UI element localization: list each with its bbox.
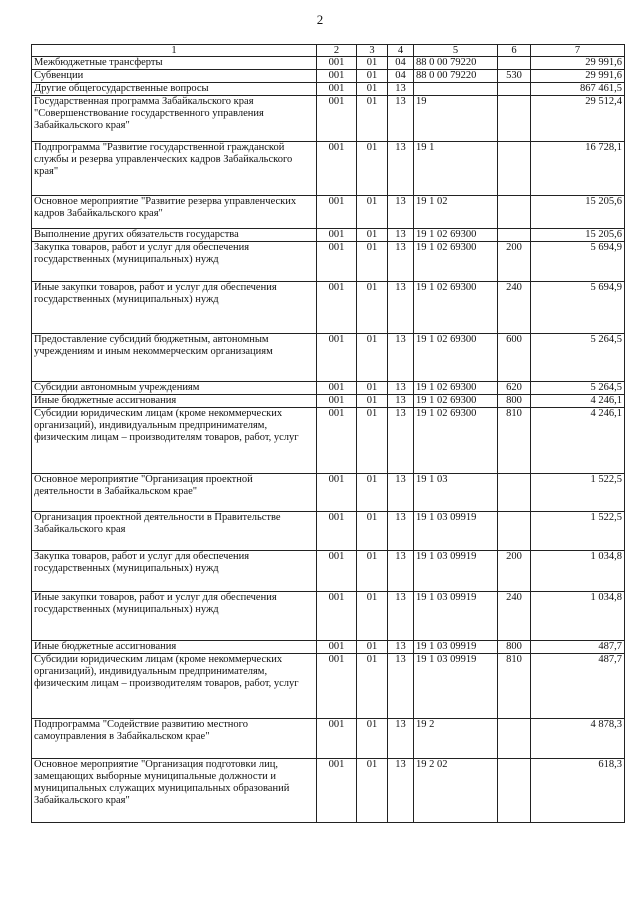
header-row: [32, 45, 625, 57]
amount: 29 512,4: [531, 96, 625, 142]
code-subsection: 13: [388, 654, 414, 719]
table-row: [32, 57, 625, 70]
code-expense-type: [498, 512, 531, 551]
code-target-article: 19 1 02 69300: [414, 408, 498, 474]
code-subsection: 13: [388, 83, 414, 96]
code-ministry: 001: [317, 551, 357, 592]
table-row: [32, 196, 625, 229]
code-ministry: 001: [317, 196, 357, 229]
code-ministry: 001: [317, 282, 357, 334]
item-name: Государственная программа Забайкальского края "Совершенствование государственного управления Забайкальского края": [32, 96, 317, 142]
amount: 1 034,8: [531, 551, 625, 592]
amount: 15 205,6: [531, 229, 625, 242]
code-subsection: 13: [388, 142, 414, 196]
code-expense-type: 620: [498, 382, 531, 395]
code-target-article: 19 1 02 69300: [414, 395, 498, 408]
amount: 4 878,3: [531, 719, 625, 759]
code-subsection: 13: [388, 551, 414, 592]
table-row: [32, 70, 625, 83]
code-expense-type: [498, 229, 531, 242]
code-target-article: 19 1 02 69300: [414, 229, 498, 242]
amount: 5 694,9: [531, 242, 625, 282]
code-subsection: 13: [388, 719, 414, 759]
code-section: 01: [357, 474, 388, 512]
amount: 618,3: [531, 759, 625, 823]
code-ministry: 001: [317, 759, 357, 823]
code-section: 01: [357, 142, 388, 196]
code-section: 01: [357, 551, 388, 592]
table-row: [32, 474, 625, 512]
code-section: 01: [357, 196, 388, 229]
code-section: 01: [357, 592, 388, 641]
code-subsection: 04: [388, 70, 414, 83]
code-expense-type: [498, 474, 531, 512]
code-target-article: 19 2: [414, 719, 498, 759]
item-name: Подпрограмма "Развитие государственной гражданской службы и резерва управленческих кадров Забайкальского края": [32, 142, 317, 196]
amount: 1 522,5: [531, 512, 625, 551]
code-target-article: 19 2 02: [414, 759, 498, 823]
header-col-7: 7: [531, 45, 625, 57]
item-name: Основное мероприятие "Развитие резерва управленческих кадров Забайкальского края": [32, 196, 317, 229]
header-col-5: 5: [414, 45, 498, 57]
table-row: [32, 641, 625, 654]
code-ministry: 001: [317, 641, 357, 654]
code-subsection: 13: [388, 641, 414, 654]
code-expense-type: 810: [498, 654, 531, 719]
code-target-article: 19 1 02 69300: [414, 242, 498, 282]
code-section: 01: [357, 759, 388, 823]
code-expense-type: 530: [498, 70, 531, 83]
code-target-article: 19 1 02: [414, 196, 498, 229]
item-name: Иные бюджетные ассигнования: [32, 395, 317, 408]
amount: 29 991,6: [531, 70, 625, 83]
table-row: [32, 96, 625, 142]
table-row: [32, 395, 625, 408]
header-col-3: 3: [357, 45, 388, 57]
code-ministry: 001: [317, 70, 357, 83]
code-target-article: 19 1 03: [414, 474, 498, 512]
item-name: Организация проектной деятельности в Правительстве Забайкальского края: [32, 512, 317, 551]
code-target-article: 88 0 00 79220: [414, 70, 498, 83]
code-subsection: 13: [388, 512, 414, 551]
amount: 5 264,5: [531, 334, 625, 382]
table-row: [32, 759, 625, 823]
amount: 487,7: [531, 641, 625, 654]
code-target-article: 19 1 03 09919: [414, 641, 498, 654]
code-ministry: 001: [317, 408, 357, 474]
code-expense-type: [498, 142, 531, 196]
amount: 29 991,6: [531, 57, 625, 70]
code-section: 01: [357, 70, 388, 83]
code-expense-type: [498, 759, 531, 823]
code-ministry: 001: [317, 334, 357, 382]
header-col-2: 2: [317, 45, 357, 57]
code-section: 01: [357, 395, 388, 408]
item-name: Субсидии автономным учреждениям: [32, 382, 317, 395]
code-target-article: 19 1 03 09919: [414, 592, 498, 641]
code-ministry: 001: [317, 96, 357, 142]
table-row: [32, 654, 625, 719]
code-ministry: 001: [317, 395, 357, 408]
code-expense-type: 200: [498, 551, 531, 592]
page-number: 2: [316, 12, 324, 27]
code-expense-type: [498, 719, 531, 759]
code-subsection: 13: [388, 759, 414, 823]
code-ministry: 001: [317, 142, 357, 196]
code-ministry: 001: [317, 512, 357, 551]
table-row: [32, 719, 625, 759]
code-expense-type: 240: [498, 592, 531, 641]
amount: 5 694,9: [531, 282, 625, 334]
item-name: Основное мероприятие "Организация подготовки лиц, замещающих выборные муниципальные должности и муниципальных служащих муниципальных образований Забайкальского края": [32, 759, 317, 823]
item-name: Закупка товаров, работ и услуг для обеспечения государственных (муниципальных) нужд: [32, 242, 317, 282]
code-section: 01: [357, 334, 388, 382]
header-col-6: 6: [498, 45, 531, 57]
code-subsection: 13: [388, 408, 414, 474]
code-ministry: 001: [317, 654, 357, 719]
table-row: [32, 408, 625, 474]
code-section: 01: [357, 512, 388, 551]
code-section: 01: [357, 229, 388, 242]
code-target-article: 19: [414, 96, 498, 142]
code-section: 01: [357, 719, 388, 759]
code-expense-type: 810: [498, 408, 531, 474]
amount: 867 461,5: [531, 83, 625, 96]
table-row: [32, 592, 625, 641]
item-name: Подпрограмма "Содействие развитию местного самоуправления в Забайкальском крае": [32, 719, 317, 759]
amount: 5 264,5: [531, 382, 625, 395]
code-ministry: 001: [317, 242, 357, 282]
item-name: Закупка товаров, работ и услуг для обеспечения государственных (муниципальных) нужд: [32, 551, 317, 592]
code-section: 01: [357, 83, 388, 96]
code-ministry: 001: [317, 719, 357, 759]
code-target-article: 19 1 02 69300: [414, 282, 498, 334]
code-ministry: 001: [317, 474, 357, 512]
item-name: Другие общегосударственные вопросы: [32, 83, 317, 96]
item-name: Выполнение других обязательств государства: [32, 229, 317, 242]
code-expense-type: 800: [498, 395, 531, 408]
code-target-article: 19 1 02 69300: [414, 382, 498, 395]
code-section: 01: [357, 382, 388, 395]
table-row: [32, 334, 625, 382]
code-target-article: 19 1: [414, 142, 498, 196]
code-expense-type: [498, 83, 531, 96]
code-section: 01: [357, 96, 388, 142]
code-expense-type: 800: [498, 641, 531, 654]
code-ministry: 001: [317, 382, 357, 395]
amount: 16 728,1: [531, 142, 625, 196]
amount: 15 205,6: [531, 196, 625, 229]
table-row: [32, 229, 625, 242]
amount: 1 034,8: [531, 592, 625, 641]
code-ministry: 001: [317, 592, 357, 641]
code-subsection: 13: [388, 229, 414, 242]
code-section: 01: [357, 282, 388, 334]
item-name: Иные бюджетные ассигнования: [32, 641, 317, 654]
amount: 4 246,1: [531, 408, 625, 474]
table-row: [32, 512, 625, 551]
budget-table: [31, 44, 625, 823]
code-expense-type: 200: [498, 242, 531, 282]
code-subsection: 13: [388, 382, 414, 395]
code-section: 01: [357, 654, 388, 719]
code-target-article: 19 1 03 09919: [414, 551, 498, 592]
item-name: Предоставление субсидий бюджетным, автономным учреждениям и иным некоммерческим организациям: [32, 334, 317, 382]
code-expense-type: [498, 57, 531, 70]
code-subsection: 13: [388, 474, 414, 512]
code-section: 01: [357, 408, 388, 474]
code-expense-type: [498, 196, 531, 229]
code-subsection: 13: [388, 242, 414, 282]
code-section: 01: [357, 57, 388, 70]
code-subsection: 04: [388, 57, 414, 70]
code-section: 01: [357, 641, 388, 654]
table-row: [32, 242, 625, 282]
code-expense-type: [498, 96, 531, 142]
item-name: Иные закупки товаров, работ и услуг для обеспечения государственных (муниципальных) нужд: [32, 592, 317, 641]
code-target-article: 19 1 03 09919: [414, 512, 498, 551]
code-subsection: 13: [388, 282, 414, 334]
code-ministry: 001: [317, 83, 357, 96]
code-ministry: 001: [317, 57, 357, 70]
header-col-1: 1: [32, 45, 317, 57]
code-target-article: 19 1 03 09919: [414, 654, 498, 719]
code-subsection: 13: [388, 395, 414, 408]
amount: 487,7: [531, 654, 625, 719]
item-name: Иные закупки товаров, работ и услуг для обеспечения государственных (муниципальных) нужд: [32, 282, 317, 334]
table-row: [32, 142, 625, 196]
table-row: [32, 282, 625, 334]
code-expense-type: 600: [498, 334, 531, 382]
amount: 4 246,1: [531, 395, 625, 408]
code-target-article: 19 1 02 69300: [414, 334, 498, 382]
code-subsection: 13: [388, 334, 414, 382]
item-name: Межбюджетные трансферты: [32, 57, 317, 70]
item-name: Субсидии юридическим лицам (кроме некоммерческих организаций), индивидуальным предпринимателям, физическим лицам – производителям товаров, работ, услуг: [32, 654, 317, 719]
code-expense-type: 240: [498, 282, 531, 334]
item-name: Субсидии юридическим лицам (кроме некоммерческих организаций), индивидуальным предпринимателям, физическим лицам – производителям товаров, работ, услуг: [32, 408, 317, 474]
code-subsection: 13: [388, 196, 414, 229]
table-row: [32, 382, 625, 395]
code-target-article: [414, 83, 498, 96]
code-target-article: 88 0 00 79220: [414, 57, 498, 70]
table-row: [32, 83, 625, 96]
code-ministry: 001: [317, 229, 357, 242]
code-subsection: 13: [388, 96, 414, 142]
amount: 1 522,5: [531, 474, 625, 512]
item-name: Основное мероприятие "Организация проектной деятельности в Забайкальском крае": [32, 474, 317, 512]
table-row: [32, 551, 625, 592]
item-name: Субвенции: [32, 70, 317, 83]
code-subsection: 13: [388, 592, 414, 641]
code-section: 01: [357, 242, 388, 282]
header-col-4: 4: [388, 45, 414, 57]
